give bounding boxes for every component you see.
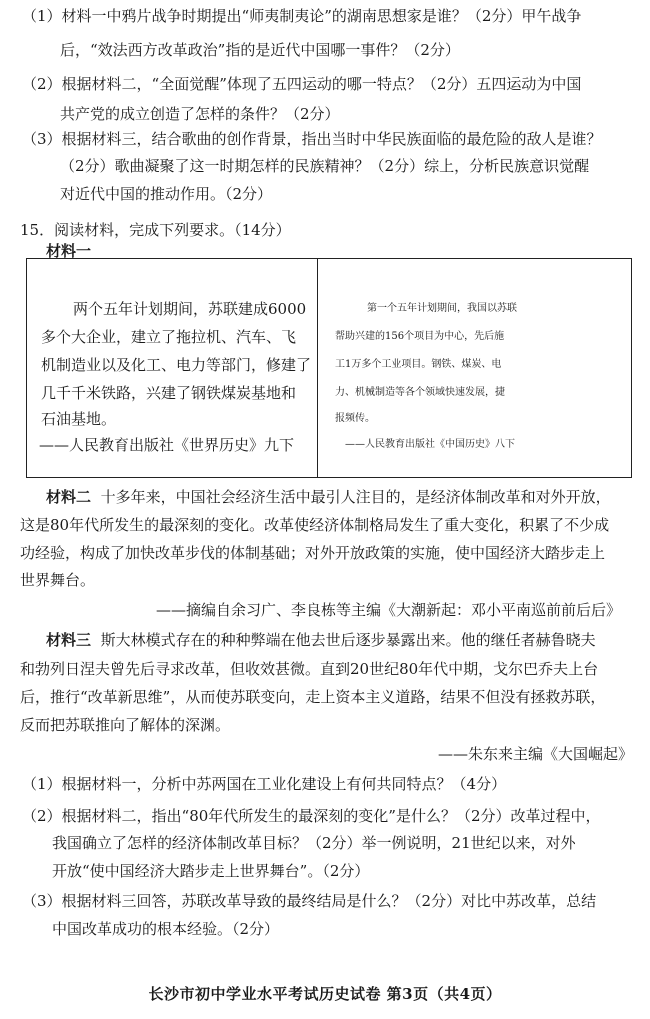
m1-left-line: 多个大企业，建立了拖拉机、汽车、飞	[41, 328, 297, 346]
material-3-text: 斯大林模式存在的种种弊端在他去世后逐步暴露出来。他的继任者赫鲁晓夫	[100, 631, 596, 649]
prev-q2-line1: （2）根据材料二，“全面觉醒”体现了五四运动的哪一特点？（2分）五四运动为中国	[22, 75, 582, 93]
prev-q1-line2: 后，“效法西方改革政治”指的是近代中国哪一事件？（2分）	[60, 41, 460, 59]
prev-q1-line1: （1）材料一中鸦片战争时期提出“师夷制夷论”的湖南思想家是谁？（2分）甲午战争	[22, 7, 582, 25]
q15-sub2-line1: （2）根据材料二，指出“80年代所发生的最深刻的变化”是什么？（2分）改革过程中，	[22, 807, 601, 825]
m1-right-line: 帮助兴建的156个项目为中心，先后施	[335, 331, 505, 342]
m1-right-line: 工1万多个工业项目。钢铁、煤炭、电	[335, 359, 502, 370]
material-2-source: ——摘编自余习广、李良栋等主编《大潮新起：邓小平南巡前前后后》	[156, 601, 622, 619]
m1-right-line: 报频传。	[335, 413, 375, 424]
material-3-line2: 和勃列日涅夫曾先后寻求改革，但收效甚微。直到20世纪80年代中期，戈尔巴乔夫上台	[20, 660, 599, 678]
material-1-table	[26, 258, 632, 478]
m1-left-line: 两个五年计划期间，苏联建成6000	[73, 300, 307, 318]
material-2-text: 十多年来，中国社会经济生活中最引人注目的，是经济体制改革和对外开放，	[100, 488, 611, 506]
prev-q3-line3: 对近代中国的推动作用。（2分）	[60, 185, 273, 203]
page-footer: 长沙市初中学业水平考试历史试卷 第3页（共4页）	[148, 985, 502, 1003]
m1-left-source: ——人民教育出版社《世界历史》九下	[39, 436, 295, 454]
material-3-line4: 反而把苏联推向了解体的深渊。	[20, 716, 231, 734]
m1-left-line: 几千千米铁路，兴建了钢铁煤炭基地和	[41, 384, 297, 402]
m1-right-source: ——人民教育出版社《中国历史》八下	[345, 439, 515, 450]
q15-sub2-line2: 我国确立了怎样的经济体制改革目标？（2分）举一例说明，21世纪以来，对外	[52, 834, 576, 852]
material-1-title: 材料一	[46, 242, 92, 260]
q15-sub1: （1）根据材料一，分析中苏两国在工业化建设上有何共同特点？（4分）	[22, 775, 507, 793]
table-divider	[317, 259, 318, 477]
m1-left-line: 石油基地。	[41, 410, 117, 428]
material-2-title: 材料二	[46, 488, 92, 506]
material-3-line3: 后，推行“改革新思维”，从而使苏联变向，走上资本主义道路，结果不但没有拯救苏联，	[20, 688, 606, 706]
material-2-line2: 这是80年代所发生的最深刻的变化。改革使经济体制格局发生了重大变化，积累了不少成	[20, 516, 610, 534]
material-3-title: 材料三	[46, 631, 92, 649]
material-2-line4: 世界舞台。	[20, 571, 96, 589]
material-2-line3: 功经验，构成了加快改革步伐的体制基础；对外开放政策的实施，使中国经济大踏步走上	[20, 544, 606, 562]
material-3-source: ——朱东来主编《大国崛起》	[438, 745, 634, 763]
q15-sub3-line1: （3）根据材料三回答，苏联改革导致的最终结局是什么？（2分）对比中苏改革，总结	[22, 892, 597, 910]
prev-q3-line1: （3）根据材料三，结合歌曲的创作背景，指出当时中华民族面临的最危险的敌人是谁？	[22, 130, 602, 148]
material-3-line1	[46, 630, 596, 650]
m1-right-line: 力、机械制造等各个领域快速发展，捷	[335, 387, 505, 398]
m1-left-line: 机制造业以及化工、电力等部门，修建了	[41, 356, 312, 374]
q15-stem: 15．阅读材料，完成下列要求。（14分）	[20, 221, 291, 239]
m1-right-line: 第一个五年计划期间，我国以苏联	[367, 303, 517, 314]
prev-q3-line2: （2分）歌曲凝聚了这一时期怎样的民族精神？（2分）综上，分析民族意识觉醒	[60, 157, 590, 175]
q15-sub2-line3: 开放“使中国经济大踏步走上世界舞台”。（2分）	[52, 862, 370, 880]
prev-q2-line2: 共产党的成立创造了怎样的条件？（2分）	[60, 105, 340, 123]
material-2-line1	[46, 487, 611, 507]
q15-sub3-line2: 中国改革成功的根本经验。（2分）	[52, 920, 280, 938]
